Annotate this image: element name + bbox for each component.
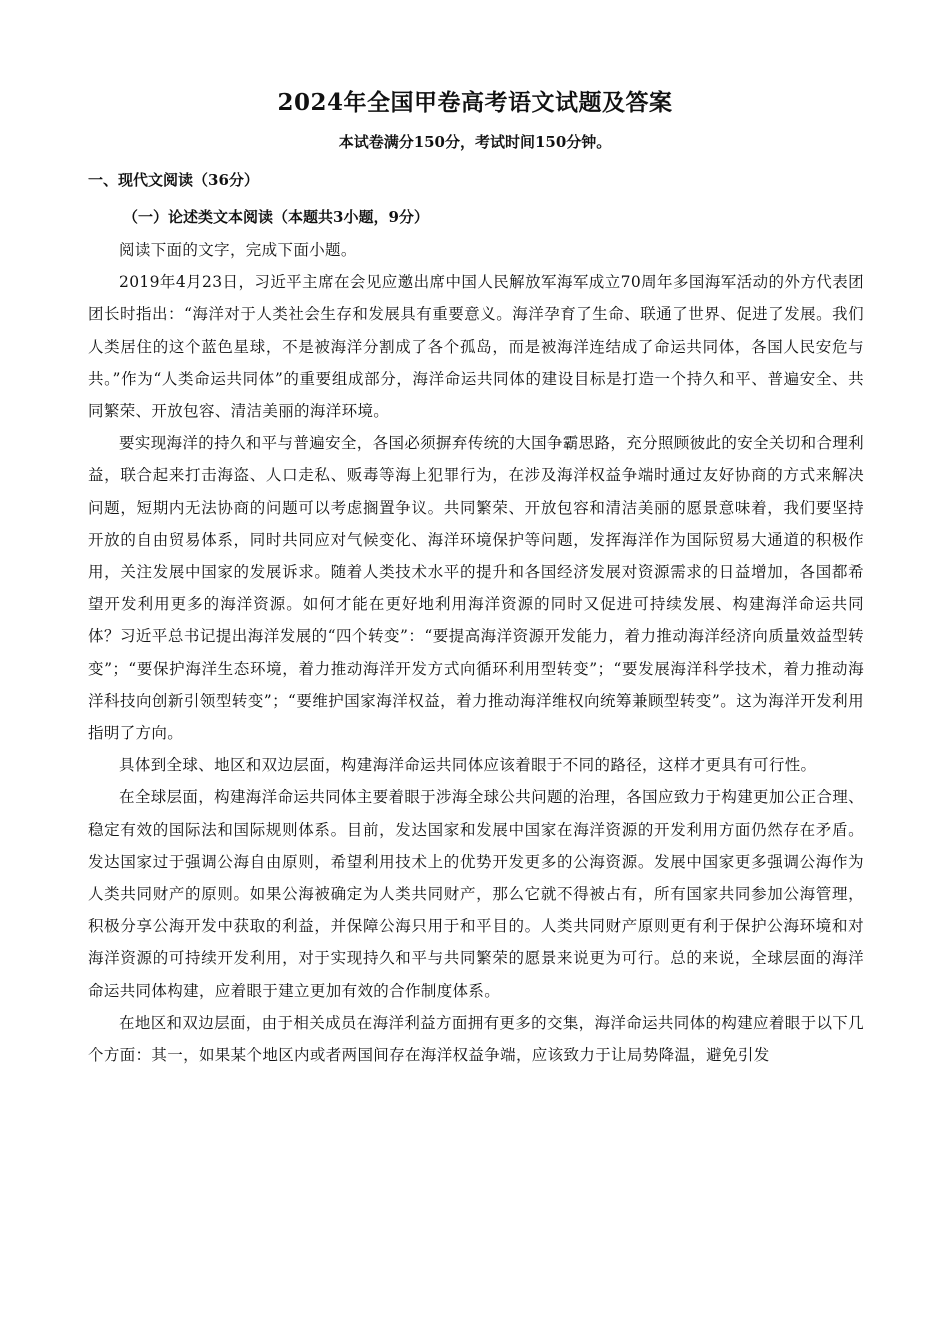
paragraph: 在地区和双边层面，由于相关成员在海洋利益方面拥有更多的交集，海洋命运共同体的构建应着眼于以下几个方面：其一，如果某个地区内或者两国间存在海洋权益争端，应该致力于让局势降温，避免引发: [88, 1013, 864, 1065]
paragraph: 在全球层面，构建海洋命运共同体主要着眼于涉海全球公共问题的治理，各国应致力于构建更加公正合理、稳定有效的国际法和国际规则体系。目前，发达国家和发展中国家在海洋资源的开发利用方面仍然存在矛盾。发达国家过于强调公海自由原则，希望利用技术上的优势开发更多的公海资源。发展中国家更多强调公海作为人类共同财产的原则。如果公海被确定为人类共同财产，那么它就不得被占有，所有国家共同参加公海管理，积极分享公海开发中获取的利益，并保障公海只用于和平目的。人类共同财产原则更有利于保护公海环境和对海洋资源的可持续开发利用，对于实现持久和平与共同繁荣的愿景来说更为可行。总的来说，全球层面的海洋命运共同体构建，应着眼于建立更加有效的合作制度体系。: [88, 788, 864, 1000]
paragraph: 具体到全球、地区和双边层面，构建海洋命运共同体应该着眼于不同的路径，这样才更具有可行性。: [119, 756, 817, 775]
reading-passage: [88, 234, 864, 1071]
paragraph: 2019年4月23日，习近平主席在会见应邀出席中国人民解放军海军成立70周年多国海军活动的外方代表团团长时指出：“海洋对于人类社会生存和发展具有重要意义。海洋孕育了生命、联通了世界、促进了发展。我们人类居住的这个蓝色星球，不是被海洋分割成了各个孤岛，而是被海洋连结成了命运共同体，各国人民安危与共。”作为“人类命运共同体”的重要组成部分，海洋命运共同体的建设目标是打造一个持久和平、普遍安全、共同繁荣、开放包容、清洁美丽的海洋环境。: [88, 273, 864, 421]
paragraph-instruction: 阅读下面的文字，完成下面小题。: [119, 241, 357, 259]
exam-info: 本试卷满分150分，考试时间150分钟。: [338, 133, 612, 151]
section-heading: 一、现代文阅读（36分）: [88, 171, 259, 189]
subsection-heading: （一）论述类文本阅读（本题共3小题，9分）: [123, 208, 429, 226]
paragraph: 要实现海洋的持久和平与普遍安全，各国必须摒弃传统的大国争霸思路，充分照顾彼此的安全关切和合理利益，联合起来打击海盗、人口走私、贩毒等海上犯罪行为，在涉及海洋权益争端时通过友好协商的方式来解决问题，短期内无法协商的问题可以考虑搁置争议。共同繁荣、开放包容和清洁美丽的愿景意味着，我们要坚持开放的自由贸易体系，同时共同应对气候变化、海洋环境保护等问题，发挥海洋作为国际贸易大通道的积极作用，关注发展中国家的发展诉求。随着人类技术水平的提升和各国经济发展对资源需求的日益增加，各国都希望开发利用更多的海洋资源。如何才能在更好地利用海洋资源的同时又促进可持续发展、构建海洋命运共同体？习近平总书记提出海洋发展的“四个转变”：“要提高海洋资源开发能力，着力推动海洋经济向质量效益型转变”；“要保护海洋生态环境，着力推动海洋开发方式向循环利用型转变”；“要发展海洋科学技术，着力推动海洋科技向创新引领型转变”；“要维护国家海洋权益，着力推动海洋维权向统筹兼顾型转变”。这为海洋开发利用指明了方向。: [88, 434, 864, 743]
document-title: 2024年全国甲卷高考语文试题及答案: [277, 89, 673, 116]
